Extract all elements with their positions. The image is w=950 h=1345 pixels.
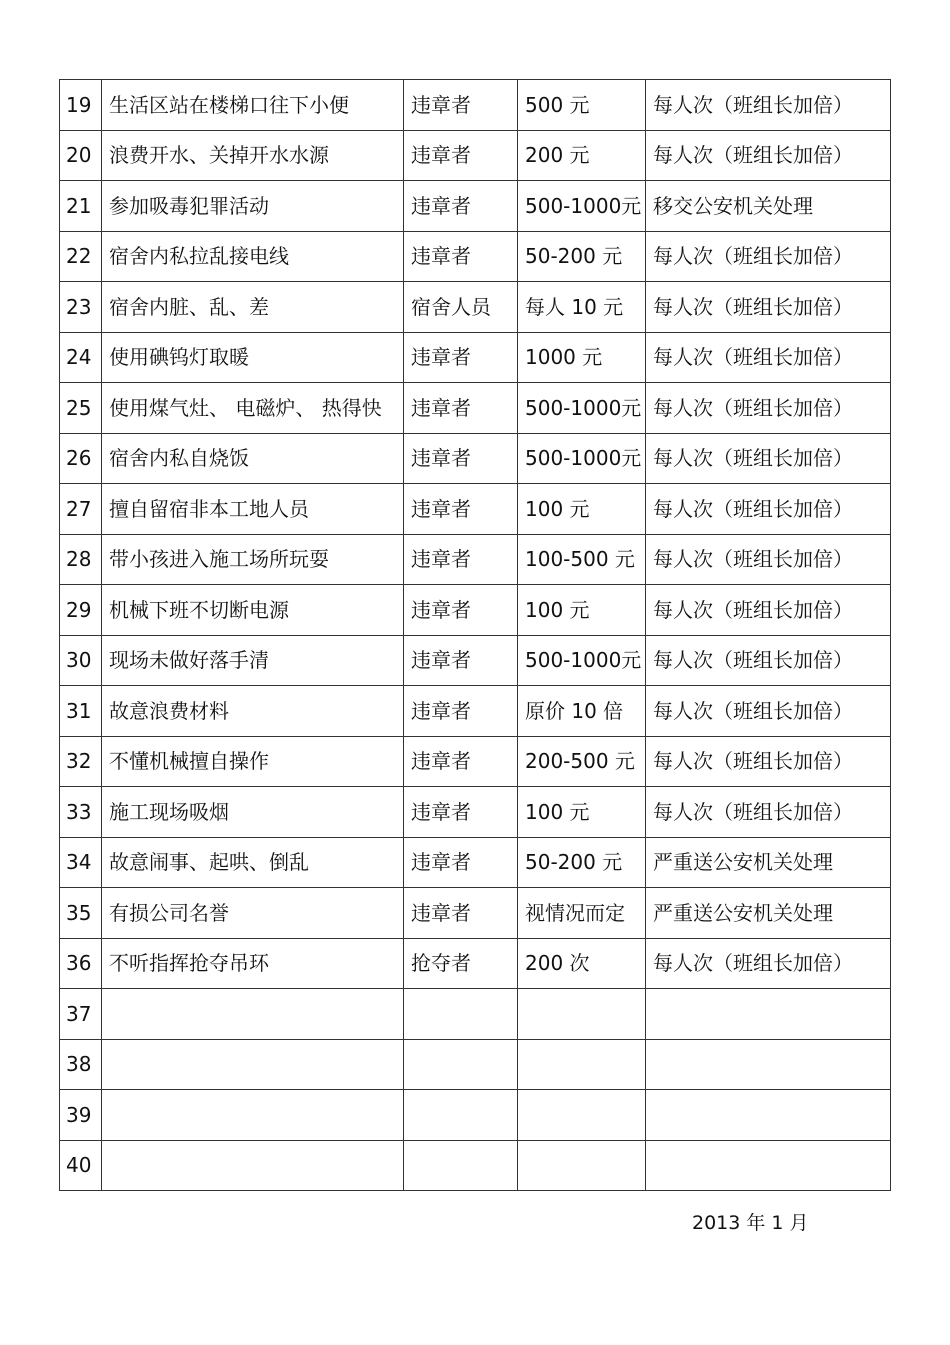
- responsible-party: 违章者: [404, 888, 518, 939]
- violation-item: 施工现场吸烟: [102, 787, 404, 838]
- violation-item: [102, 1140, 404, 1191]
- table-row: [60, 938, 891, 989]
- row-number: 25: [60, 383, 102, 434]
- table-row: [60, 383, 891, 434]
- fine-amount: 视情况而定: [518, 888, 646, 939]
- table-row: [60, 686, 891, 737]
- table-row: [60, 1090, 891, 1141]
- fine-amount: 500-1000元: [518, 383, 646, 434]
- remarks: 每人次（班组长加倍）: [646, 332, 891, 383]
- responsible-party: 违章者: [404, 332, 518, 383]
- table-row: [60, 231, 891, 282]
- penalty-table: [59, 79, 891, 1191]
- fine-amount: 200-500 元: [518, 736, 646, 787]
- responsible-party: 违章者: [404, 231, 518, 282]
- fine-amount: [518, 1140, 646, 1191]
- row-number: 28: [60, 534, 102, 585]
- row-number: 30: [60, 635, 102, 686]
- table-row: [60, 888, 891, 939]
- table-row: [60, 80, 891, 131]
- violation-item: 浪费开水、关掉开水水源: [102, 130, 404, 181]
- fine-amount: 100 元: [518, 585, 646, 636]
- responsible-party: 违章者: [404, 837, 518, 888]
- responsible-party: 违章者: [404, 181, 518, 232]
- fine-amount: 500-1000元: [518, 433, 646, 484]
- remarks: 移交公安机关处理: [646, 181, 891, 232]
- remarks: 每人次（班组长加倍）: [646, 231, 891, 282]
- responsible-party: [404, 989, 518, 1040]
- table-row: [60, 484, 891, 535]
- remarks: 每人次（班组长加倍）: [646, 282, 891, 333]
- remarks: 每人次（班组长加倍）: [646, 787, 891, 838]
- responsible-party: 违章者: [404, 686, 518, 737]
- fine-amount: 200 次: [518, 938, 646, 989]
- remarks: 每人次（班组长加倍）: [646, 736, 891, 787]
- row-number: 26: [60, 433, 102, 484]
- row-number: 19: [60, 80, 102, 131]
- fine-amount: 500 元: [518, 80, 646, 131]
- violation-item: 有损公司名誉: [102, 888, 404, 939]
- responsible-party: 宿舍人员: [404, 282, 518, 333]
- violation-item: 带小孩进入施工场所玩耍: [102, 534, 404, 585]
- row-number: 27: [60, 484, 102, 535]
- violation-item: 现场未做好落手清: [102, 635, 404, 686]
- table-row: [60, 989, 891, 1040]
- violation-item: 擅自留宿非本工地人员: [102, 484, 404, 535]
- row-number: 32: [60, 736, 102, 787]
- row-number: 33: [60, 787, 102, 838]
- remarks: 每人次（班组长加倍）: [646, 686, 891, 737]
- responsible-party: 违章者: [404, 787, 518, 838]
- violation-item: 不懂机械擅自操作: [102, 736, 404, 787]
- remarks: 严重送公安机关处理: [646, 888, 891, 939]
- fine-amount: [518, 1090, 646, 1141]
- fine-amount: 500-1000元: [518, 635, 646, 686]
- responsible-party: [404, 1140, 518, 1191]
- row-number: 37: [60, 989, 102, 1040]
- fine-amount: 200 元: [518, 130, 646, 181]
- violation-item: [102, 1090, 404, 1141]
- responsible-party: [404, 1039, 518, 1090]
- row-number: 24: [60, 332, 102, 383]
- fine-amount: 100 元: [518, 484, 646, 535]
- responsible-party: 抢夺者: [404, 938, 518, 989]
- fine-amount: 原价 10 倍: [518, 686, 646, 737]
- violation-item: 宿舍内私拉乱接电线: [102, 231, 404, 282]
- table-row: [60, 181, 891, 232]
- row-number: 21: [60, 181, 102, 232]
- table-row: [60, 332, 891, 383]
- fine-amount: [518, 1039, 646, 1090]
- remarks: 每人次（班组长加倍）: [646, 80, 891, 131]
- row-number: 38: [60, 1039, 102, 1090]
- responsible-party: 违章者: [404, 433, 518, 484]
- table-row: [60, 585, 891, 636]
- remarks: 每人次（班组长加倍）: [646, 635, 891, 686]
- responsible-party: 违章者: [404, 130, 518, 181]
- row-number: 36: [60, 938, 102, 989]
- violation-item: 故意浪费材料: [102, 686, 404, 737]
- remarks: 每人次（班组长加倍）: [646, 484, 891, 535]
- responsible-party: 违章者: [404, 534, 518, 585]
- fine-amount: 500-1000元: [518, 181, 646, 232]
- responsible-party: 违章者: [404, 585, 518, 636]
- table-row: [60, 635, 891, 686]
- document-date: 2013 年 1 月: [692, 1212, 809, 1234]
- table-row: [60, 282, 891, 333]
- row-number: 29: [60, 585, 102, 636]
- table-row: [60, 736, 891, 787]
- row-number: 20: [60, 130, 102, 181]
- remarks: [646, 989, 891, 1040]
- violation-item: 宿舍内私自烧饭: [102, 433, 404, 484]
- row-number: 40: [60, 1140, 102, 1191]
- violation-item: [102, 989, 404, 1040]
- row-number: 22: [60, 231, 102, 282]
- responsible-party: [404, 1090, 518, 1141]
- remarks: 每人次（班组长加倍）: [646, 585, 891, 636]
- remarks: [646, 1039, 891, 1090]
- responsible-party: 违章者: [404, 736, 518, 787]
- table-row: [60, 1140, 891, 1191]
- penalty-table-container: [59, 79, 891, 1191]
- table-row: [60, 837, 891, 888]
- table-row: [60, 787, 891, 838]
- table-row: [60, 1039, 891, 1090]
- table-row: [60, 130, 891, 181]
- table-row: [60, 534, 891, 585]
- violation-item: 机械下班不切断电源: [102, 585, 404, 636]
- remarks: 每人次（班组长加倍）: [646, 383, 891, 434]
- violation-item: 使用煤气灶、 电磁炉、 热得快: [102, 383, 404, 434]
- responsible-party: 违章者: [404, 383, 518, 434]
- row-number: 39: [60, 1090, 102, 1141]
- violation-item: 不听指挥抢夺吊环: [102, 938, 404, 989]
- fine-amount: 50-200 元: [518, 231, 646, 282]
- responsible-party: 违章者: [404, 635, 518, 686]
- remarks: 每人次（班组长加倍）: [646, 938, 891, 989]
- remarks: 每人次（班组长加倍）: [646, 433, 891, 484]
- fine-amount: 100-500 元: [518, 534, 646, 585]
- responsible-party: 违章者: [404, 484, 518, 535]
- remarks: [646, 1140, 891, 1191]
- fine-amount: 100 元: [518, 787, 646, 838]
- row-number: 34: [60, 837, 102, 888]
- violation-item: 宿舍内脏、乱、差: [102, 282, 404, 333]
- remarks: [646, 1090, 891, 1141]
- fine-amount: 每人 10 元: [518, 282, 646, 333]
- table-row: [60, 433, 891, 484]
- violation-item: 参加吸毒犯罪活动: [102, 181, 404, 232]
- fine-amount: [518, 989, 646, 1040]
- row-number: 31: [60, 686, 102, 737]
- fine-amount: 50-200 元: [518, 837, 646, 888]
- violation-item: 故意闹事、起哄、倒乱: [102, 837, 404, 888]
- fine-amount: 1000 元: [518, 332, 646, 383]
- row-number: 23: [60, 282, 102, 333]
- remarks: 严重送公安机关处理: [646, 837, 891, 888]
- responsible-party: 违章者: [404, 80, 518, 131]
- violation-item: 使用碘钨灯取暖: [102, 332, 404, 383]
- row-number: 35: [60, 888, 102, 939]
- remarks: 每人次（班组长加倍）: [646, 534, 891, 585]
- violation-item: 生活区站在楼梯口往下小便: [102, 80, 404, 131]
- violation-item: [102, 1039, 404, 1090]
- remarks: 每人次（班组长加倍）: [646, 130, 891, 181]
